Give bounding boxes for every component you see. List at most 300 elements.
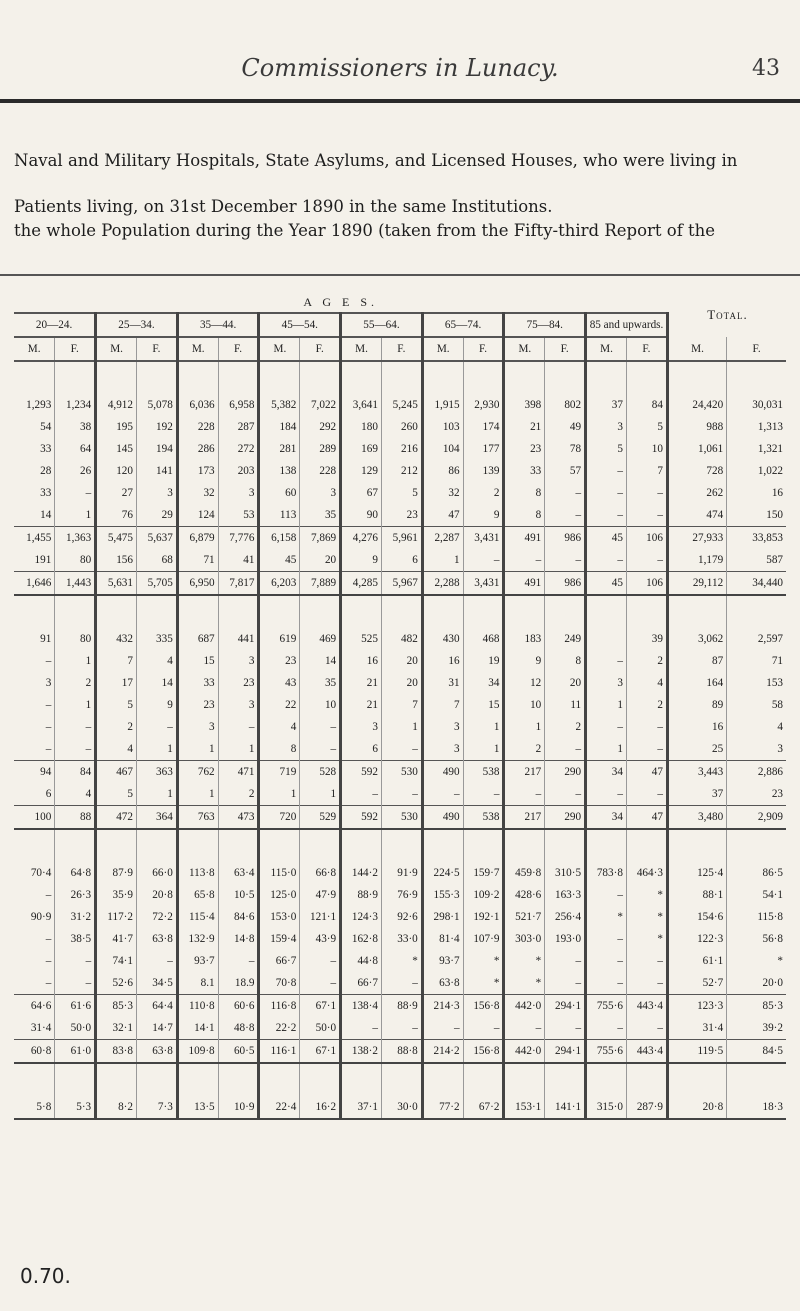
table-cell: 762: [177, 761, 218, 784]
spacer-cell: [727, 595, 786, 628]
table-cell: 4: [777, 721, 783, 733]
spacer-cell: [136, 595, 177, 628]
table-cell: *: [626, 928, 667, 950]
spacer-cell: [341, 1063, 382, 1096]
table-cell: 116·8: [259, 995, 300, 1018]
table-cell: 467: [96, 761, 137, 784]
table-cell: 10: [300, 694, 341, 716]
table-cell: 123·3: [667, 995, 726, 1018]
table-cell: 11: [545, 694, 586, 716]
table-row: [14, 416, 786, 438]
table-cell: 538: [463, 761, 504, 784]
table-cell: 6: [381, 549, 422, 572]
table-cell: –: [463, 783, 504, 806]
spacer-cell: [626, 595, 667, 628]
table-cell: 54·1: [762, 889, 783, 901]
table-cell: 525: [341, 628, 382, 650]
table-cell: –: [422, 1017, 463, 1040]
table-cell: 619: [259, 628, 300, 650]
intro-line-2: Patients living, on 31st December 1890 in the same Institutions.: [14, 197, 553, 216]
table-cell: 214·3: [422, 995, 463, 1018]
table-cell: 87: [667, 650, 726, 672]
table-cell: 755·6: [586, 1040, 627, 1064]
table-cell: 529: [300, 806, 341, 830]
spacer-cell: [218, 595, 259, 628]
table-cell: 88·9: [381, 995, 422, 1018]
table-cell: 1,646: [14, 572, 55, 596]
table-cell: 3: [422, 738, 463, 761]
spacer-cell: [136, 1063, 177, 1096]
intro-line-1: Naval and Military Hospitals, State Asylums, and Licensed Houses, who were living in: [14, 151, 738, 170]
table-cell: 71: [771, 655, 783, 667]
table-cell: 192·1: [463, 906, 504, 928]
table-cell: 183: [504, 628, 545, 650]
spacer-cell: [586, 829, 627, 862]
spacer-cell: [259, 361, 300, 394]
spacer-cell: [727, 1063, 786, 1096]
spacer-cell: [55, 361, 96, 394]
table-cell: 85·3: [727, 995, 786, 1018]
spacer-cell: [341, 829, 382, 862]
spacer-cell: [300, 829, 341, 862]
table-cell: 9: [136, 694, 177, 716]
table-cell: 1: [463, 716, 504, 738]
table-cell: –: [545, 1017, 586, 1040]
table-cell: 6: [14, 783, 55, 806]
table-cell: 1: [136, 738, 177, 761]
table-cell: 89: [667, 694, 726, 716]
table-cell: 17: [96, 672, 137, 694]
table-cell: 121·1: [300, 906, 341, 928]
table-cell: 41: [218, 549, 259, 572]
table-cell: *: [504, 972, 545, 995]
page-number: 43: [752, 56, 780, 81]
table-cell: 47·9: [300, 884, 341, 906]
table-cell: 14: [14, 504, 55, 527]
table-cell: –: [545, 738, 586, 761]
table-row: [14, 761, 786, 784]
age-group-header: 85 and upwards.: [586, 313, 668, 337]
spacer-cell: [136, 829, 177, 862]
table-cell: –: [14, 738, 55, 761]
table-cell: 2: [96, 716, 137, 738]
table-cell: –: [626, 972, 667, 995]
table-cell: 117·2: [96, 906, 137, 928]
table-cell: 228: [300, 460, 341, 482]
table-top-rule: [0, 274, 800, 276]
table-cell: 106: [626, 527, 667, 550]
table-cell: 14·1: [177, 1017, 218, 1040]
table-cell: –: [586, 1017, 627, 1040]
table-cell: 61·6: [55, 995, 96, 1018]
table-cell: 129: [341, 460, 382, 482]
table-cell: 2,597: [757, 633, 783, 645]
age-group-header: 55—64.: [341, 313, 423, 337]
table-cell: 156·8: [463, 995, 504, 1018]
table-row: [14, 995, 786, 1018]
table-cell: 16: [422, 650, 463, 672]
table-row: [14, 482, 786, 504]
table-cell: 54: [14, 416, 55, 438]
table-cell: 4: [626, 672, 667, 694]
table-cell: 4: [259, 716, 300, 738]
table-cell: 159·4: [259, 928, 300, 950]
table-cell: 76: [96, 504, 137, 527]
table-cell: 67·1: [300, 995, 341, 1018]
table-cell: 76·9: [381, 884, 422, 906]
table-cell: 8.1: [177, 972, 218, 995]
table-cell: 23: [381, 504, 422, 527]
age-group-header: 65—74.: [422, 313, 504, 337]
table-cell: 212: [381, 460, 422, 482]
spacer-cell: [504, 829, 545, 862]
table-cell: 2: [218, 783, 259, 806]
table-cell: 286: [177, 438, 218, 460]
table-cell: 78: [545, 438, 586, 460]
table-cell: 7: [626, 460, 667, 482]
age-group-header: 75—84.: [504, 313, 586, 337]
statistics-table: [14, 292, 786, 1120]
table-cell: –: [14, 716, 55, 738]
table-cell: *: [586, 906, 627, 928]
table-cell: –: [626, 738, 667, 761]
table-cell: 3,431: [463, 527, 504, 550]
table-cell: 490: [422, 806, 463, 830]
table-cell: –: [545, 783, 586, 806]
table-cell: 43·9: [300, 928, 341, 950]
table-cell: 1,022: [757, 465, 783, 477]
table-cell: –: [545, 482, 586, 504]
spacer-cell: [381, 1063, 422, 1096]
table-cell: 50·0: [300, 1017, 341, 1040]
table-cell: 184: [259, 416, 300, 438]
table-cell: 5,382: [259, 394, 300, 416]
table-cell: –: [504, 549, 545, 572]
spacer-cell: [545, 829, 586, 862]
spacer-cell: [177, 361, 218, 394]
table-cell: 32: [422, 482, 463, 504]
table-cell: 2,886: [727, 761, 786, 784]
table-cell: 5,637: [136, 527, 177, 550]
table-cell: 31: [422, 672, 463, 694]
table-cell: 39·2: [762, 1022, 783, 1034]
table-cell: 1,455: [14, 527, 55, 550]
table-cell: 1: [177, 738, 218, 761]
table-cell: 116·1: [259, 1040, 300, 1064]
male-header: M.: [259, 337, 300, 361]
table-row: [14, 672, 786, 694]
table-cell: 1,179: [667, 549, 726, 572]
table-cell: 3: [777, 743, 783, 755]
table-cell: 592: [341, 761, 382, 784]
table-cell: 50·0: [55, 1017, 96, 1040]
table-cell: 256·4: [545, 906, 586, 928]
table-cell: 5·3: [55, 1096, 96, 1119]
table-cell: 64·8: [55, 862, 96, 884]
table-cell: 3,641: [341, 394, 382, 416]
table-cell: 364: [136, 806, 177, 830]
table-cell: 31·4: [14, 1017, 55, 1040]
table-cell: 6: [341, 738, 382, 761]
table-cell: 8: [504, 482, 545, 504]
table-cell: 125·0: [259, 884, 300, 906]
table-cell: –: [381, 783, 422, 806]
spacer-cell: [422, 1063, 463, 1096]
intro-line-3: the whole Population during the Year 1890 (taken from the Fifty-third Report of the: [14, 221, 716, 240]
spacer-cell: [504, 361, 545, 394]
table-cell: 3: [136, 482, 177, 504]
table-cell: 1: [55, 694, 96, 716]
table-cell: 3,480: [667, 806, 726, 830]
spacer-cell: [300, 361, 341, 394]
table-cell: 41·7: [96, 928, 137, 950]
table-cell: 1,321: [757, 443, 783, 455]
table-cell: –: [545, 504, 586, 527]
table-cell: 3,431: [463, 572, 504, 596]
table-cell: 86·5: [762, 867, 783, 879]
table-cell: 39: [626, 628, 667, 650]
table-cell: 398: [504, 394, 545, 416]
table-cell: *: [381, 950, 422, 972]
table-cell: 474: [667, 504, 726, 527]
table-cell: 491: [504, 572, 545, 596]
table-cell: 14·7: [136, 1017, 177, 1040]
table-cell: –: [545, 972, 586, 995]
table-cell: 141·1: [545, 1096, 586, 1119]
female-header: F.: [218, 337, 259, 361]
age-group-header: 35—44.: [177, 313, 259, 337]
table-cell: 30,031: [752, 399, 783, 411]
spacer-cell: [96, 1063, 137, 1096]
table-cell: 3: [218, 482, 259, 504]
table-cell: –: [545, 549, 586, 572]
table-cell: *: [626, 906, 667, 928]
table-cell: 22·4: [259, 1096, 300, 1119]
table-cell: 217: [504, 761, 545, 784]
table-cell: –: [626, 482, 667, 504]
spacer-cell: [259, 1063, 300, 1096]
table-cell: –: [504, 783, 545, 806]
table-cell: 83·8: [96, 1040, 137, 1064]
table-cell: 6,036: [177, 394, 218, 416]
table-cell: 5,078: [136, 394, 177, 416]
table-cell: 119·5: [667, 1040, 726, 1064]
spacer-cell: [300, 595, 341, 628]
table-cell: –: [626, 716, 667, 738]
spacer-cell: [14, 361, 55, 394]
table-cell: 1,363: [55, 527, 96, 550]
age-group-header: 20—24.: [14, 313, 96, 337]
table-cell: 33: [14, 438, 55, 460]
spacer-cell: [504, 1063, 545, 1096]
spacer-cell: [55, 1063, 96, 1096]
table-cell: 70·8: [259, 972, 300, 995]
table-cell: 77·2: [422, 1096, 463, 1119]
table-cell: 23: [771, 788, 783, 800]
table-cell: 81·4: [422, 928, 463, 950]
table-cell: 12: [504, 672, 545, 694]
table-cell: 6,203: [259, 572, 300, 596]
table-cell: 482: [381, 628, 422, 650]
table-cell: –: [586, 716, 627, 738]
table-cell: 5,967: [381, 572, 422, 596]
table-cell: 3: [218, 694, 259, 716]
table-cell: 110·8: [177, 995, 218, 1018]
table-cell: 16: [771, 487, 783, 499]
table-cell: 57: [545, 460, 586, 482]
table-cell: 88·8: [381, 1040, 422, 1064]
table-cell: 441: [218, 628, 259, 650]
table-cell: 3: [586, 672, 627, 694]
table-cell: 88·9: [341, 884, 382, 906]
table-cell: –: [626, 504, 667, 527]
spacer-cell: [14, 1063, 55, 1096]
table-cell: 193·0: [545, 928, 586, 950]
table-cell: 214·2: [422, 1040, 463, 1064]
table-cell: 132·9: [177, 928, 218, 950]
section-spacer: [14, 1063, 786, 1096]
table-cell: 289: [300, 438, 341, 460]
table-cell: 20·8: [667, 1096, 726, 1119]
table-cell: 56·8: [762, 933, 783, 945]
table-cell: –: [14, 650, 55, 672]
table-cell: 28: [14, 460, 55, 482]
table-cell: 107·9: [463, 928, 504, 950]
table-cell: –: [14, 884, 55, 906]
table-cell: 30·0: [381, 1096, 422, 1119]
table-row: [14, 527, 786, 550]
table-cell: 428·6: [504, 884, 545, 906]
table-cell: 18·3: [727, 1096, 786, 1119]
table-cell: –: [341, 783, 382, 806]
table-cell: 138·2: [341, 1040, 382, 1064]
table-cell: 15: [177, 650, 218, 672]
table-cell: 156·8: [463, 1040, 504, 1064]
table-cell: –: [300, 972, 341, 995]
spacer-cell: [463, 1063, 504, 1096]
spacer-cell: [96, 829, 137, 862]
table-cell: 91·9: [381, 862, 422, 884]
table-cell: 249: [545, 628, 586, 650]
table-cell: –: [463, 549, 504, 572]
table-row: [14, 549, 786, 572]
table-cell: 15: [463, 694, 504, 716]
table-cell: 464·3: [626, 862, 667, 884]
footer-note: 0.70.: [20, 1264, 71, 1288]
table-cell: 21: [504, 416, 545, 438]
spacer-cell: [586, 1063, 627, 1096]
table-row: [14, 906, 786, 928]
male-header: M.: [504, 337, 545, 361]
table-cell: 23: [259, 650, 300, 672]
table-cell: 10·9: [218, 1096, 259, 1119]
table-row: [14, 738, 786, 761]
table-cell: 802: [545, 394, 586, 416]
table-row: [14, 1017, 786, 1040]
table-cell: 86: [422, 460, 463, 482]
table-cell: 473: [218, 806, 259, 830]
table-cell: 986: [545, 572, 586, 596]
table-cell: 6,879: [177, 527, 218, 550]
table-cell: 65·8: [177, 884, 218, 906]
table-cell: 52·7: [667, 972, 726, 995]
table-cell: 20: [381, 672, 422, 694]
male-header: M.: [586, 337, 627, 361]
table-cell: 203: [218, 460, 259, 482]
table-cell: 530: [381, 761, 422, 784]
table-cell: 80: [55, 628, 96, 650]
table-cell: 592: [341, 806, 382, 830]
section-spacer: [14, 829, 786, 862]
table-cell: 1: [586, 738, 627, 761]
male-header: M.: [422, 337, 463, 361]
spacer-cell: [259, 829, 300, 862]
table-cell: 2: [504, 738, 545, 761]
table-cell: 144·2: [341, 862, 382, 884]
table-cell: 92·6: [381, 906, 422, 928]
age-group-header: 25—34.: [96, 313, 178, 337]
table-cell: 22: [259, 694, 300, 716]
spacer-cell: [667, 361, 726, 394]
table-cell: 109·8: [177, 1040, 218, 1064]
female-header: F.: [727, 337, 786, 361]
table-cell: 5,631: [96, 572, 137, 596]
table-cell: 34: [463, 672, 504, 694]
table-cell: 20·8: [136, 884, 177, 906]
table-cell: *: [463, 972, 504, 995]
table-cell: –: [14, 950, 55, 972]
table-cell: 6,158: [259, 527, 300, 550]
spacer-cell: [381, 361, 422, 394]
table-cell: 150: [766, 509, 783, 521]
table-cell: 720: [259, 806, 300, 830]
table-cell: –: [300, 950, 341, 972]
table-cell: 45: [586, 527, 627, 550]
table-row: [14, 504, 786, 527]
table-cell: 8·2: [96, 1096, 137, 1119]
table-cell: 443·4: [626, 995, 667, 1018]
table-cell: 719: [259, 761, 300, 784]
table-cell: 4: [96, 738, 137, 761]
table-cell: 162·8: [341, 928, 382, 950]
table-cell: 5: [626, 416, 667, 438]
table-row: [14, 928, 786, 950]
male-header: M.: [667, 337, 726, 361]
table-cell: 103: [422, 416, 463, 438]
table-cell: 125·4: [667, 862, 726, 884]
spacer-cell: [727, 829, 786, 862]
sex-header-row: [14, 337, 786, 361]
table-cell: 113: [259, 504, 300, 527]
table-cell: 687: [177, 628, 218, 650]
header-rule: [0, 99, 800, 103]
age-group-header: 45—54.: [259, 313, 341, 337]
table-cell: 94: [14, 761, 55, 784]
table-cell: 472: [96, 806, 137, 830]
female-header: F.: [55, 337, 96, 361]
table-cell: 100: [14, 806, 55, 830]
table-cell: 192: [136, 416, 177, 438]
table-cell: 281: [259, 438, 300, 460]
spacer-cell: [177, 829, 218, 862]
table-cell: –: [136, 716, 177, 738]
table-cell: 109·2: [463, 884, 504, 906]
table-cell: 8: [504, 504, 545, 527]
table-row: [14, 972, 786, 995]
table-cell: 4,285: [341, 572, 382, 596]
table-cell: 35: [300, 504, 341, 527]
table-cell: 5,961: [381, 527, 422, 550]
